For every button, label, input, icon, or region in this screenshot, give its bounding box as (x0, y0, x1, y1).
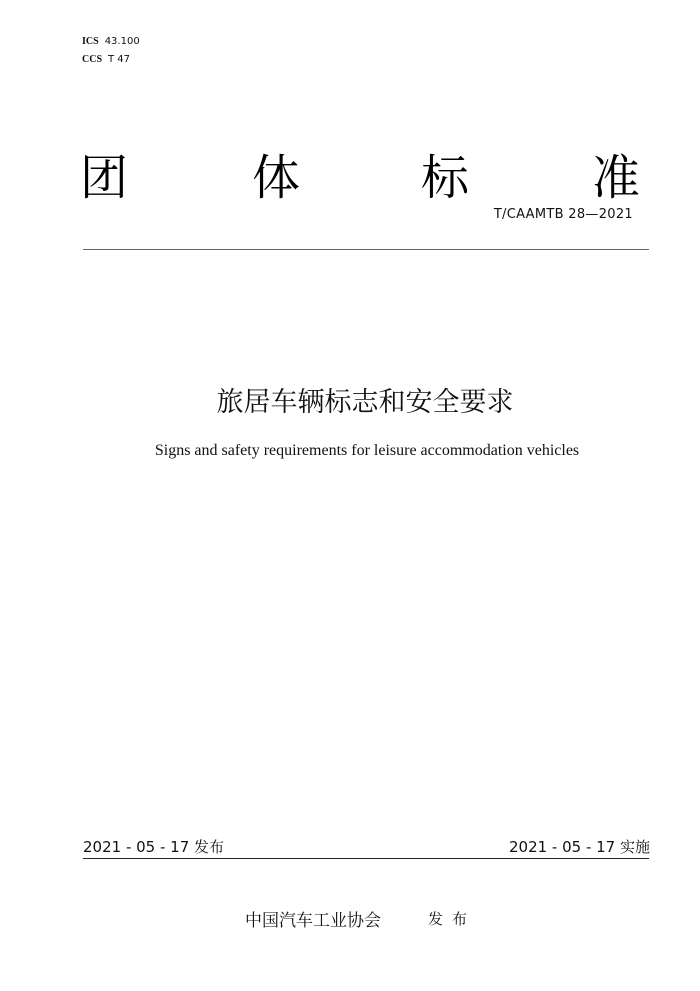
ccs-value: T 47 (108, 54, 131, 65)
ccs-label: CCS (82, 54, 103, 65)
implementation-date: 2021 - 05 - 17 实施 (508, 838, 650, 856)
header-char-tuan: 团 (80, 150, 129, 206)
standard-number: T/CAAMTB 28—2021 (493, 207, 633, 222)
issuing-organization: 中国汽车工业协会 (245, 911, 381, 931)
ics-value: 43.100 (104, 36, 140, 47)
ics-label: ICS (82, 36, 99, 47)
header-divider (83, 249, 649, 250)
header-char-ti: 体 (252, 150, 301, 206)
header-char-biao: 标 (421, 150, 470, 206)
document-title-english: Signs and safety requirements for leisure accommodation vehicles (154, 442, 580, 459)
ics-classification (82, 36, 140, 48)
header-char-zhun: 准 (592, 150, 641, 206)
issue-label: 发布 (428, 910, 477, 928)
ccs-classification (82, 54, 130, 66)
document-title-chinese: 旅居车辆标志和安全要求 (216, 387, 514, 418)
footer-divider (83, 858, 649, 859)
publish-date: 2021 - 05 - 17 发布 (83, 838, 225, 856)
